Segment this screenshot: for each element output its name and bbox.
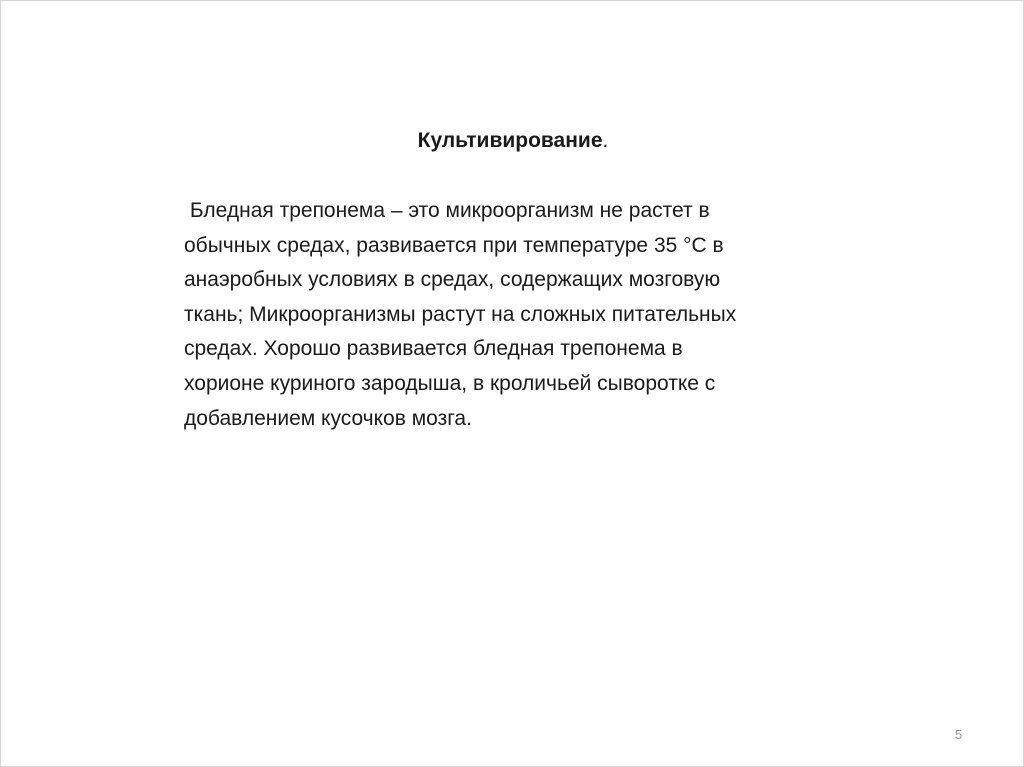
slide-body-text [184,194,884,436]
body-line: хорионе куриного зародыша, в кроличьей сыворотке с [184,371,716,395]
body-line: Бледная трепонема – это микроорганизм не растет в [184,199,710,222]
body-line: анаэробных условиях в средах, содержащих мозговую [184,268,721,292]
title-text: Культивирование [417,129,603,152]
body-line: обычных средах, развивается при температуре 35 °С в [184,233,724,257]
page-number: 5 [955,727,963,742]
title-period: . [602,129,609,152]
body-line: средах. Хорошо развивается бледная трепонема в [184,337,683,361]
body-line: добавлением кусочков мозга. [184,406,472,430]
slide-title [1,127,1024,155]
body-line: ткань; Микроорганизмы растут на сложных питательных [184,302,737,326]
